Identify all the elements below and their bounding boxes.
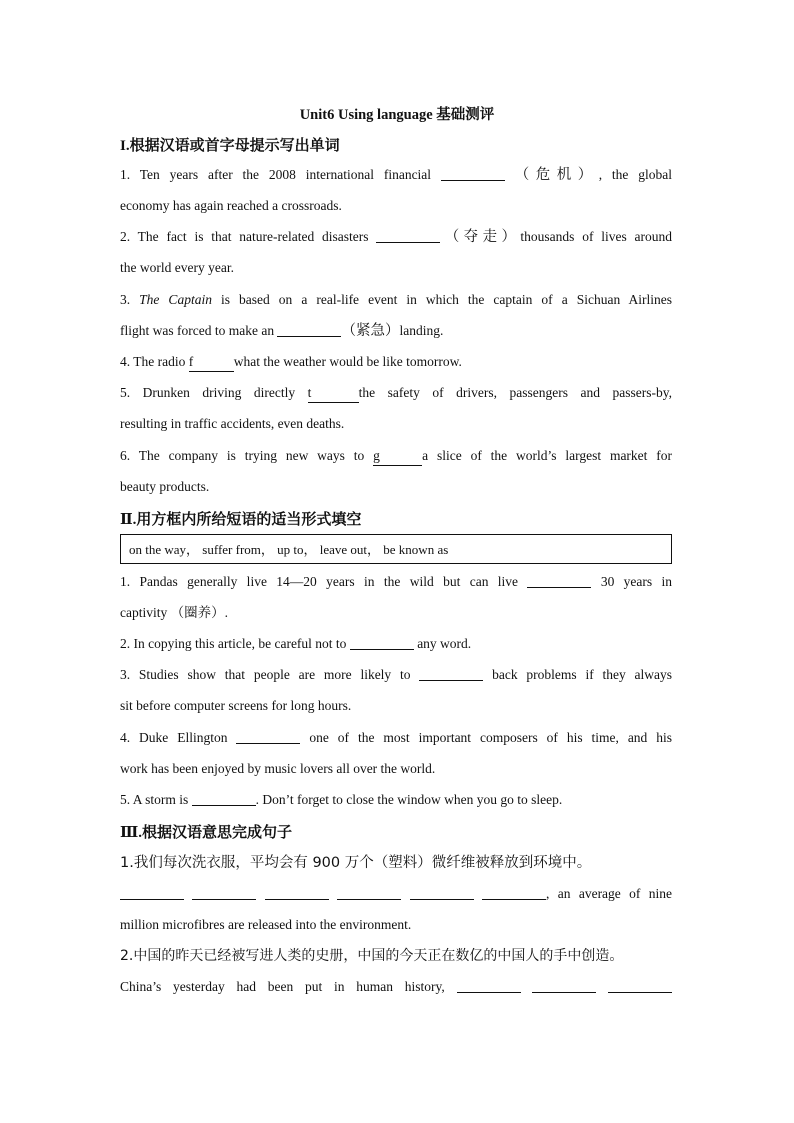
s1-q2-text-b: thousands of lives around bbox=[520, 229, 673, 244]
answer-blank[interactable] bbox=[373, 447, 422, 466]
s3-q2-text: China’s yesterday had been put in human history, bbox=[120, 979, 445, 994]
s2-q4-text: 4. Duke Ellington bbox=[120, 730, 228, 745]
answer-blank[interactable] bbox=[350, 635, 414, 650]
s2-q3-line1 bbox=[120, 666, 672, 684]
s1-q4-text: 4. The radio bbox=[120, 354, 186, 369]
s3-q1-text: , an average of nine bbox=[545, 886, 673, 901]
s1-q3-text-c: flight was forced to make an bbox=[120, 323, 275, 338]
s3-q1-line2 bbox=[120, 885, 672, 903]
answer-blank[interactable] bbox=[192, 885, 256, 900]
answer-blank[interactable] bbox=[277, 322, 341, 337]
s2-q3-text-b: back problems if they always bbox=[492, 667, 673, 682]
s2-q1-line2: captivity （圈养）. bbox=[120, 605, 228, 620]
s2-q4-text-b: one of the most important composers of his time, and his bbox=[309, 730, 672, 745]
s1-q3-number: 3. bbox=[120, 292, 131, 307]
s1-q3-hint: （紧急） bbox=[341, 323, 400, 339]
answer-blank[interactable] bbox=[192, 791, 256, 806]
s1-q2-text: 2. The fact is that nature-related disasters bbox=[120, 229, 369, 244]
s2-q5-text-b: . Don’t forget to close the window when you go to sleep. bbox=[255, 792, 563, 807]
s2-q2-line1 bbox=[120, 635, 672, 653]
s1-q5-line1 bbox=[120, 384, 672, 403]
answer-blank[interactable] bbox=[236, 729, 300, 744]
s1-q3-text-d: landing. bbox=[399, 323, 444, 338]
s1-q3-film-title: The Captain bbox=[139, 292, 212, 307]
s1-q5-initial-letter: t bbox=[307, 385, 312, 400]
s1-q2-hint: （夺走） bbox=[440, 229, 521, 245]
s1-q3-line1 bbox=[120, 291, 672, 309]
s1-q5-text-b: the safety of drivers, passengers and passers-by, bbox=[358, 385, 672, 400]
s3-q1-line3: million microfibres are released into the environment. bbox=[120, 917, 412, 932]
s2-q1-text-b: 30 years in bbox=[600, 574, 673, 589]
s1-q6-text: 6. The company is trying new ways to bbox=[120, 448, 365, 463]
section-2-heading: Ⅱ.用方框内所给短语的适当形式填空 bbox=[120, 512, 362, 528]
answer-blank[interactable] bbox=[482, 885, 546, 900]
page-title: Unit6 Using language 基础测评 bbox=[299, 107, 495, 123]
s1-q5-text: 5. Drunken driving directly bbox=[120, 385, 296, 400]
s1-q4-text-b: what the weather would be like tomorrow. bbox=[233, 354, 462, 369]
s1-q3-text: is based on a real-life event in which the captain of a Sichuan Airlines bbox=[220, 292, 673, 307]
s1-q1-text-b: , the global bbox=[598, 167, 673, 182]
s1-q6-line1 bbox=[120, 447, 672, 466]
answer-blank[interactable] bbox=[527, 573, 591, 588]
answer-blank[interactable] bbox=[608, 978, 672, 993]
answer-blank[interactable] bbox=[189, 353, 234, 372]
s3-q1-chinese: 1.我们每次洗衣服，平均会有 900 万个（塑料）微纤维被释放到环境中。 bbox=[120, 855, 592, 871]
answer-blank[interactable] bbox=[419, 666, 483, 681]
answer-blank[interactable] bbox=[120, 885, 184, 900]
s1-q4-line1 bbox=[120, 353, 672, 372]
s2-q1-line1 bbox=[120, 573, 672, 591]
s2-q3-line2: sit before computer screens for long hours. bbox=[120, 698, 352, 713]
s2-q2-text-b: any word. bbox=[417, 636, 472, 651]
answer-blank[interactable] bbox=[376, 228, 440, 243]
s2-q4-line2: work has been enjoyed by music lovers all over the world. bbox=[120, 761, 436, 776]
s1-q6-line2: beauty products. bbox=[120, 479, 210, 494]
section-1-heading: I.根据汉语或首字母提示写出单词 bbox=[120, 138, 340, 154]
s3-q2-chinese: 2.中国的昨天已经被写进人类的史册，中国的今天正在数亿的中国人的手中创造。 bbox=[120, 948, 624, 964]
s3-q2-line2 bbox=[120, 978, 672, 996]
s1-q1-line1 bbox=[120, 166, 672, 184]
answer-blank[interactable] bbox=[410, 885, 474, 900]
phrase-box: on the way， suffer from， up to， leave out， be known as bbox=[120, 534, 672, 564]
s1-q3-line2 bbox=[120, 322, 672, 340]
s1-q5-line2: resulting in traffic accidents, even deaths. bbox=[120, 416, 345, 431]
s2-q5-line1 bbox=[120, 791, 672, 809]
s1-q2-line2: the world every year. bbox=[120, 260, 234, 275]
s2-q5-text: 5. A storm is bbox=[120, 792, 189, 807]
answer-blank[interactable] bbox=[308, 384, 359, 403]
s2-q3-text: 3. Studies show that people are more likely to bbox=[120, 667, 411, 682]
s1-q2-line1 bbox=[120, 228, 672, 246]
answer-blank[interactable] bbox=[265, 885, 329, 900]
answer-blank[interactable] bbox=[457, 978, 521, 993]
s2-q2-text: 2. In copying this article, be careful not to bbox=[120, 636, 347, 651]
section-3-heading: Ⅲ.根据汉语意思完成句子 bbox=[120, 825, 293, 841]
s2-q1-text: 1. Pandas generally live 14—20 years in the wild but can live bbox=[120, 574, 519, 589]
s1-q1-text: 1. Ten years after the 2008 international financial bbox=[120, 167, 432, 182]
answer-blank[interactable] bbox=[441, 166, 505, 181]
s1-q6-initial-letter: g bbox=[373, 448, 380, 463]
s1-q6-text-b: a slice of the world’s largest market for bbox=[422, 448, 673, 463]
s1-q4-initial-letter: f bbox=[188, 354, 194, 369]
s2-q4-line1 bbox=[120, 729, 672, 747]
answer-blank[interactable] bbox=[532, 978, 596, 993]
answer-blank[interactable] bbox=[337, 885, 401, 900]
s1-q1-hint: （危机） bbox=[514, 167, 599, 183]
s1-q1-line2: economy has again reached a crossroads. bbox=[120, 198, 342, 213]
